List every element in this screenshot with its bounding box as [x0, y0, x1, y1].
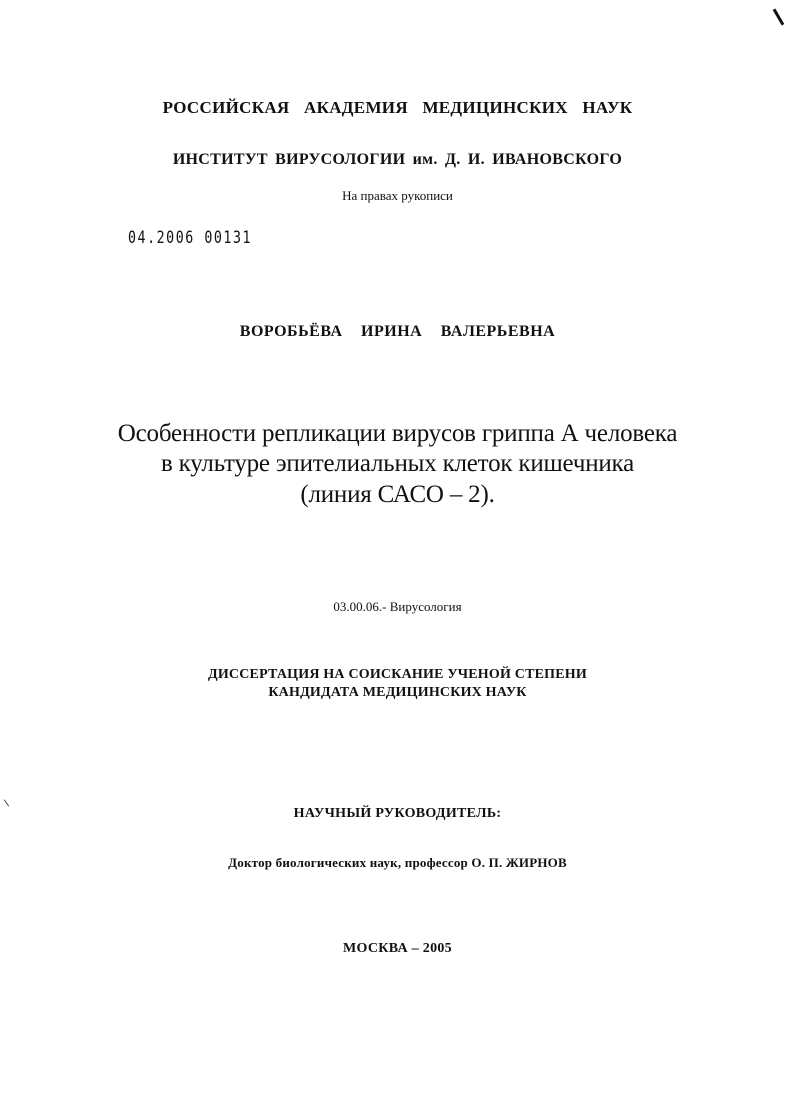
- advisor-name: Доктор биологических наук, профессор О. П. ЖИРНОВ: [228, 855, 567, 870]
- manuscript-note: На правах рукописи: [342, 188, 453, 203]
- thesis-title-line-3: (линия САСО – 2).: [300, 481, 495, 508]
- registry-stamp: [128, 228, 252, 248]
- advisor-label: НАУЧНЫЙ РУКОВОДИТЕЛЬ:: [293, 806, 502, 821]
- city-year: МОСКВА – 2005: [342, 941, 452, 956]
- specialty-code: 03.00.06.- Вирусология: [333, 599, 462, 614]
- degree-line-1: ДИССЕРТАЦИЯ НА СОИСКАНИЕ УЧЕНОЙ СТЕПЕНИ: [208, 667, 587, 682]
- degree-line-2: КАНДИДАТА МЕДИЦИНСКИХ НАУК: [268, 685, 527, 700]
- author-name: ВОРОБЬЁВА ИРИНА ВАЛЕРЬЕВНА: [239, 323, 556, 340]
- registry-stamp-number: 04.2006 00131: [128, 228, 253, 248]
- academy-heading: РОССИЙСКАЯ АКАДЕМИЯ МЕДИЦИНСКИХ НАУК: [162, 98, 633, 117]
- thesis-title-line-2: в культуре эпителиальных клеток кишечника: [160, 450, 635, 477]
- scan-mark-top: [773, 8, 785, 25]
- thesis-title-line-1: Особенности репликации вирусов гриппа А человека: [117, 420, 678, 447]
- institute-heading: ИНСТИТУТ ВИРУСОЛОГИИ им. Д. И. ИВАНОВСКОГО: [172, 151, 623, 168]
